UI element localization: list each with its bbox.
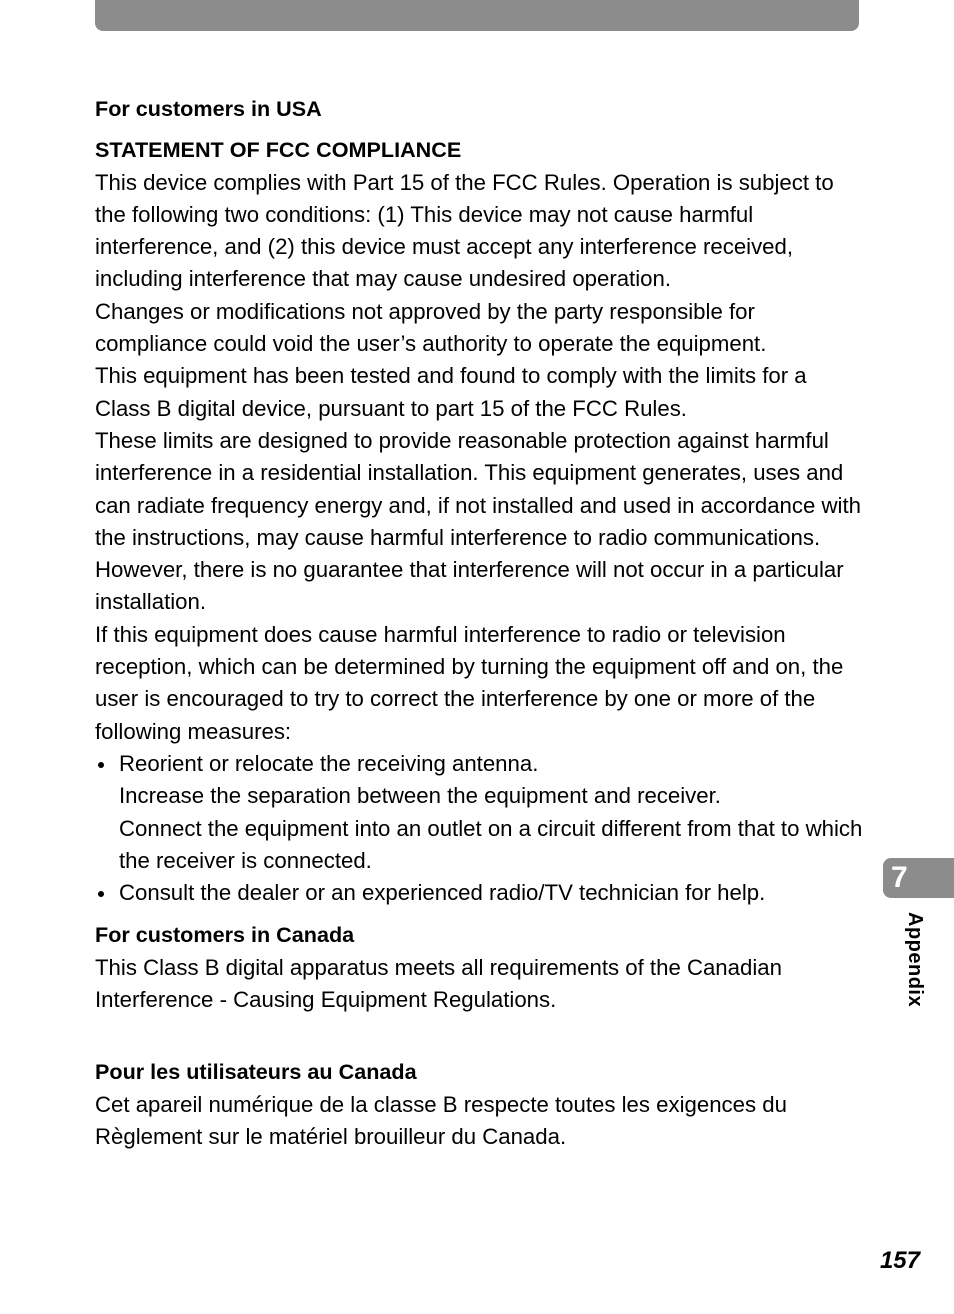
- fcc-statement-title: STATEMENT OF FCC COMPLIANCE: [95, 137, 462, 163]
- fcc-paragraph-1: This device complies with Part 15 of the FCC Rules. Operation is subject to the following two conditions: (1) This device may not cause harmful interference, and (2) this device must accept any interference received, including interference that may cause undesired operation.: [95, 169, 834, 292]
- list-item: [95, 748, 865, 877]
- fcc-paragraph-4: These limits are designed to provide reasonable protection against harmful interference in a residential installation. This equipment generates, uses and can radiate frequency energy and, if not installed and used in accordance with the instructions, may cause harmful interference to radio communications. However, there is no guarantee that interference will not occur in a particular installation.: [95, 427, 861, 615]
- measures-list: [95, 748, 865, 909]
- page-content: [95, 93, 865, 1153]
- measure-increase-separation: Increase the separation between the equipment and receiver.: [119, 783, 721, 809]
- measure-connect-outlet: Connect the equipment into an outlet on a circuit different from that to which the receiver is connected.: [119, 815, 863, 873]
- measure-consult-dealer: Consult the dealer or an experienced radio/TV technician for help.: [119, 880, 766, 906]
- canada-fr-text: Cet apareil numérique de la classe B respecte toutes les exigences du Règlement sur le matériel brouilleur du Canada.: [95, 1091, 787, 1149]
- measure-reorient: Reorient or relocate the receiving antenna.: [119, 750, 539, 776]
- usa-heading: For customers in USA: [95, 96, 322, 121]
- canada-heading: For customers in Canada: [95, 922, 355, 948]
- page-number: 157: [879, 1247, 920, 1274]
- header-bar: [95, 0, 859, 31]
- canada-fr-heading: Pour les utilisateurs au Canada: [95, 1059, 417, 1085]
- chapter-number: 7: [891, 861, 908, 894]
- fcc-paragraph-5: If this equipment does cause harmful interference to radio or television reception, which can be determined by turning the equipment off and on, the user is encouraged to try to correct the interference by one or more of the following measures:: [95, 621, 844, 744]
- fcc-paragraph-3: This equipment has been tested and found to comply with the limits for a Class B digital device, pursuant to part 15 of the FCC Rules.: [95, 363, 807, 421]
- canada-text: This Class B digital apparatus meets all requirements of the Canadian Interference - Causing Equipment Regulations.: [95, 954, 782, 1013]
- chapter-label: Appendix: [904, 912, 926, 1008]
- fcc-paragraph-2: Changes or modifications not approved by the party responsible for compliance could void the user’s authority to operate the equipment.: [95, 298, 767, 357]
- list-item: [95, 877, 865, 909]
- chapter-tab[interactable]: [883, 858, 954, 898]
